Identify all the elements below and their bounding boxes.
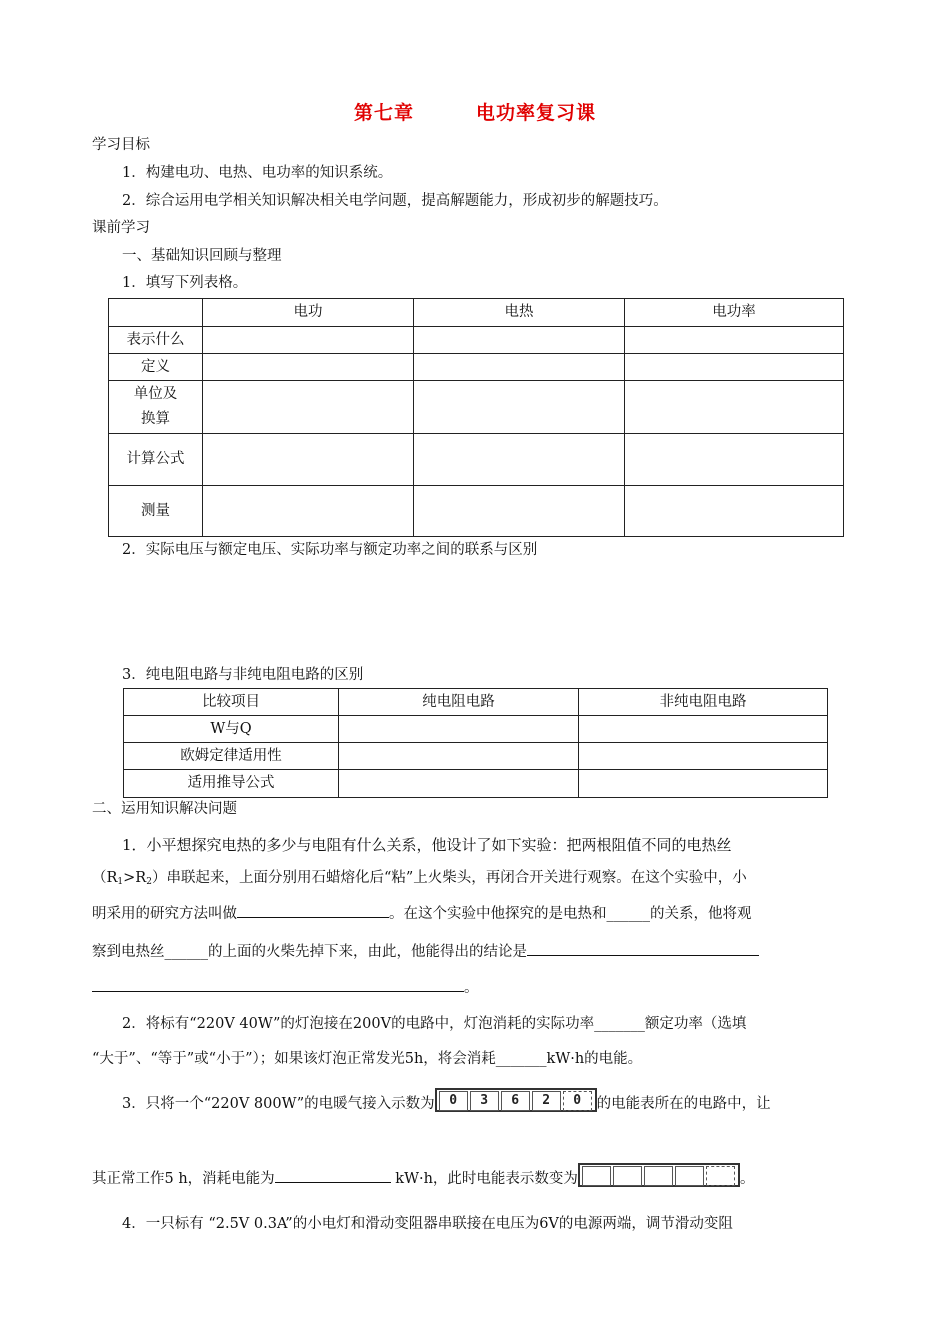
table-cell	[625, 434, 844, 486]
table-header: 纯电阻电路	[339, 689, 579, 716]
text-fragment: 明采用的研究方法叫做	[92, 906, 237, 922]
problem-1-line-2	[92, 866, 747, 887]
section-1-heading: 一、基础知识回顾与整理	[122, 248, 282, 264]
row-label: 测量	[109, 486, 203, 537]
question-1-label: 1．填写下列表格。	[122, 275, 248, 291]
subscript: 2	[146, 877, 152, 887]
problem-4-line-1: 4．一只标有 “2.5V 0.3A”的小电灯和滑动变阻器串联接在电压为6V的电源两端，调节滑动变阻	[122, 1216, 733, 1232]
question-2: 2．实际电压与额定电压、实际功率与额定功率之间的联系与区别	[122, 542, 538, 558]
meter-digit-blank[interactable]	[613, 1166, 642, 1186]
answer-blank-compare[interactable]: _______	[594, 1016, 645, 1032]
table-cell	[414, 486, 625, 537]
text-fragment: 2．将标有“220V 40W”的灯泡接在200V的电路中，灯泡消耗的实际功率	[122, 1016, 595, 1032]
table-cell	[625, 381, 844, 434]
text-fragment: 额定功率（选填	[644, 1016, 747, 1032]
text-fragment: 察到电热丝	[92, 944, 165, 960]
table-cell	[203, 434, 414, 486]
table-cell	[339, 743, 579, 770]
text-fragment: ）串联起来，上面分别用石蜡熔化后“粘”上火柴头，再闭合开关进行观察。在这个实验中，小	[151, 870, 747, 886]
answer-blank-energy-used[interactable]	[275, 1182, 391, 1183]
table-cell	[625, 354, 844, 381]
answer-blank-conclusion-cont[interactable]	[92, 991, 464, 992]
table-cell	[579, 716, 828, 743]
table-cell	[579, 770, 828, 798]
table-cell	[203, 381, 414, 434]
table-knowledge	[108, 298, 844, 537]
page-title	[0, 98, 950, 125]
table-circuit-compare	[123, 688, 828, 798]
table-header: 比较项目	[124, 689, 339, 716]
table-header: 电功率	[625, 299, 844, 327]
subscript: 1	[117, 877, 124, 887]
row-label: 欧姆定律适用性	[124, 743, 339, 770]
text-fragment: 的上面的火柴先掉下来，由此，他能得出的结论是	[208, 944, 527, 960]
meter-digit: 0	[439, 1091, 468, 1111]
answer-blank-relation[interactable]: ______	[606, 906, 650, 922]
row-label: W与Q	[124, 716, 339, 743]
table-header: 电功	[203, 299, 414, 327]
problem-1-line-4	[92, 940, 759, 961]
problem-1-line-1: 1．小平想探究电热的多少与电阻有什么关系，他设计了如下实验：把两根阻值不同的电热丝	[122, 836, 732, 854]
answer-blank-wire[interactable]: ______	[164, 944, 208, 960]
row-label: 单位及 换算	[109, 381, 203, 434]
objective-2: 2．综合运用电学相关知识解决相关电学问题，提高解题能力，形成初步的解题技巧。	[122, 193, 668, 209]
table-cell	[625, 486, 844, 537]
table-header: 电热	[414, 299, 625, 327]
text-fragment: 。在这个实验中他探究的是电热和	[389, 906, 607, 922]
text-fragment: 。	[739, 1171, 755, 1187]
text-fragment: 3．只将一个“220V 800W”的电暖气接入示数为	[122, 1096, 435, 1112]
table-cell	[414, 434, 625, 486]
table-header: 非纯电阻电路	[579, 689, 828, 716]
table-cell	[339, 716, 579, 743]
table-cell	[414, 327, 625, 354]
meter-digit-blank[interactable]	[675, 1166, 704, 1186]
answer-blank-energy[interactable]: _______	[495, 1051, 547, 1067]
problem-1-line-5	[92, 976, 479, 997]
meter-digit: 6	[501, 1091, 530, 1111]
table-cell	[203, 486, 414, 537]
pre-study-heading: 课前学习	[92, 220, 150, 236]
meter-digit: 3	[470, 1091, 499, 1111]
text-fragment: 的电能表所在的电路中，让	[596, 1096, 771, 1112]
row-label: 定义	[109, 354, 203, 381]
meter-digit: 0	[563, 1091, 592, 1111]
problem-3-line-1	[122, 1092, 771, 1116]
table-cell	[414, 354, 625, 381]
meter-digit: 2	[532, 1091, 561, 1111]
row-label: 计算公式	[109, 434, 203, 486]
question-3: 3．纯电阻电路与非纯电阻电路的区别	[122, 667, 364, 683]
objective-1: 1．构建电功、电热、电功率的知识系统。	[122, 165, 393, 181]
energy-meter-blank[interactable]	[578, 1163, 740, 1187]
chapter-label: 第七章	[353, 102, 414, 124]
section-2-heading: 二、运用知识解决问题	[92, 801, 237, 817]
table-cell	[579, 743, 828, 770]
table-header-corner	[109, 299, 203, 327]
table-cell	[414, 381, 625, 434]
text-fragment: kW·h，此时电能表示数变为	[390, 1171, 578, 1187]
problem-1-line-3	[92, 902, 752, 923]
text-fragment: “大于”、“等于”或“小于”）；如果该灯泡正常发光5h，将会消耗	[92, 1051, 496, 1067]
lesson-name: 电功率复习课	[476, 102, 597, 124]
text-fragment: >R	[123, 870, 147, 886]
answer-blank-method[interactable]	[237, 917, 389, 918]
meter-digit-blank[interactable]	[582, 1166, 611, 1186]
answer-blank-conclusion[interactable]	[527, 955, 759, 956]
table-cell	[625, 327, 844, 354]
text-fragment: （R	[92, 870, 118, 886]
problem-2-line-2	[92, 1047, 642, 1068]
text-fragment: 。	[464, 980, 479, 996]
table-cell	[203, 327, 414, 354]
table-cell	[203, 354, 414, 381]
text-fragment: kW·h的电能。	[546, 1051, 643, 1067]
row-label: 适用推导公式	[124, 770, 339, 798]
problem-2-line-1	[122, 1012, 746, 1033]
meter-digit-blank[interactable]	[706, 1166, 735, 1186]
meter-digit-blank[interactable]	[644, 1166, 673, 1186]
table-cell	[339, 770, 579, 798]
row-label: 表示什么	[109, 327, 203, 354]
objectives-heading: 学习目标	[92, 137, 150, 153]
text-fragment: 的关系，他将观	[650, 906, 752, 922]
problem-3-line-2	[92, 1167, 754, 1191]
energy-meter-reading	[435, 1088, 597, 1112]
text-fragment: 其正常工作5 h，消耗电能为	[92, 1171, 275, 1187]
